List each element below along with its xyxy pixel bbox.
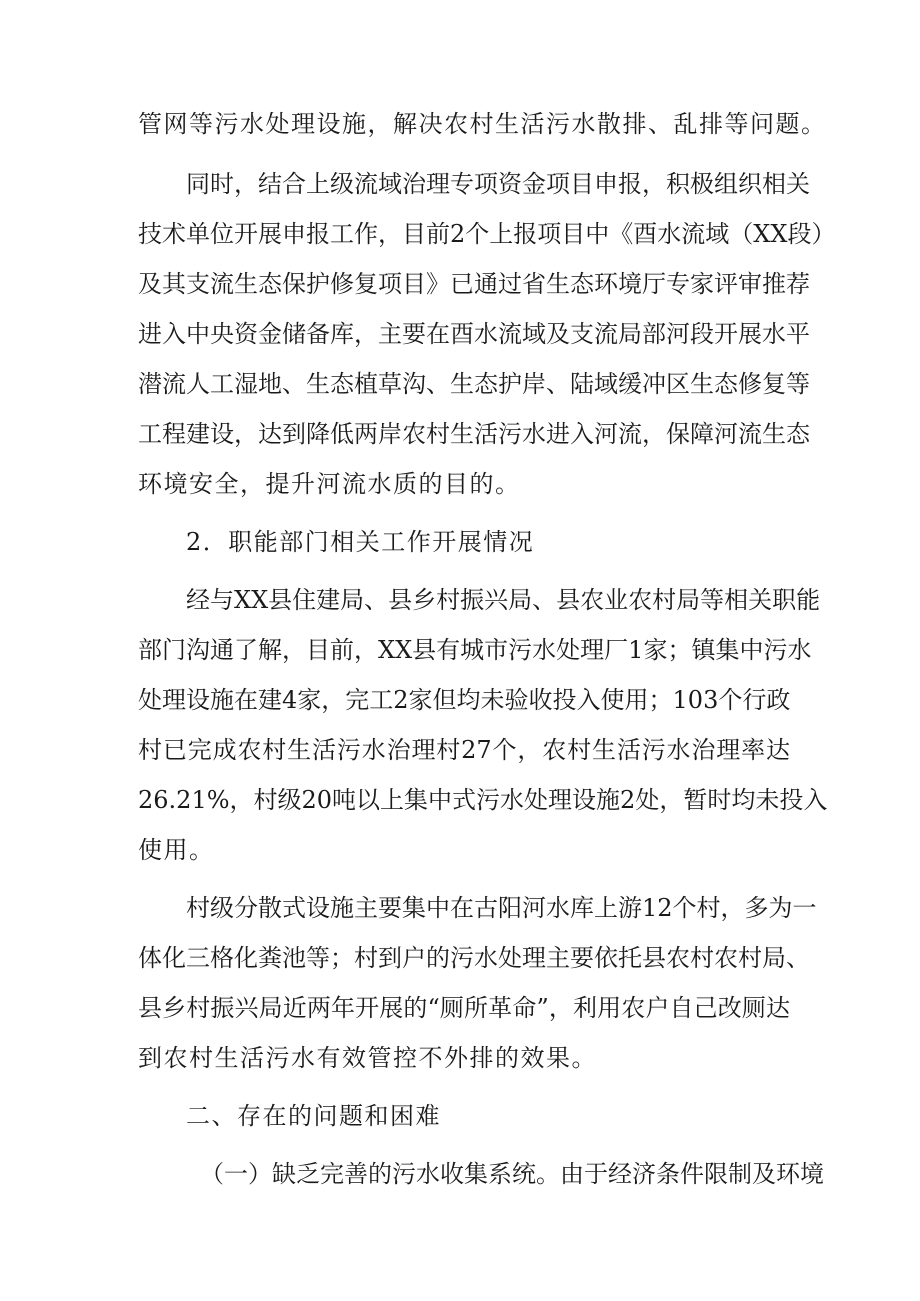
paragraph-line: 潜流人工湿地、生态植草沟、生态护岸、陆域缓冲区生态修复等 [138,370,810,398]
paragraph-line: 管网等污水处理设施，解决农村生活污水散排、乱排等问题。 [138,110,827,138]
section-heading: 二、存在的问题和困难 [186,1102,441,1130]
paragraph-line: 体化三格化粪池等；村到户的污水处理主要依托县农村农村局、 [138,944,810,972]
paragraph-line: 环境安全，提升河流水质的目的。 [138,470,521,498]
paragraph-line: 到农村生活污水有效管控不外排的效果。 [138,1044,597,1072]
paragraph-line: 技术单位开展申报工作，目前2个上报项目中《酉水流域（XX段） [138,220,836,248]
paragraph-line: 及其支流生态保护修复项目》已通过省生态环境厅专家评审推荐 [138,270,810,298]
paragraph-line: 同时，结合上级流域治理专项资金项目申报，积极组织相关 [186,170,810,198]
paragraph-line: 进入中央资金储备库，主要在酉水流域及支流局部河段开展水平 [138,320,810,348]
paragraph-line: 部门沟通了解，目前，XX县有城市污水处理厂1家；镇集中污水 [138,636,812,664]
paragraph-line: 村级分散式设施主要集中在古阳河水库上游12个村，多为一 [186,894,817,922]
paragraph-line: 村已完成农村生活污水治理村27个，农村生活污水治理率达 [138,736,790,764]
paragraph-line: 经与XX县住建局、县乡村振兴局、县农业农村局等相关职能 [186,586,821,614]
paragraph-line: 26.21%，村级20吨以上集中式污水处理设施2处，暂时均未投入 [138,786,828,814]
paragraph-line: 处理设施在建4家，完工2家但均未验收投入使用；103个行政 [138,686,791,714]
paragraph-line: （一）缺乏完善的污水收集系统。由于经济条件限制及环境 [200,1160,824,1188]
paragraph-line: 县乡村振兴局近两年开展的“厕所革命”，利用农户自己改厕达 [138,994,790,1022]
paragraph-line: 使用。 [138,836,215,864]
section-heading: 2．职能部门相关工作开展情况 [186,528,535,556]
paragraph-line: 工程建设，达到降低两岸农村生活污水进入河流，保障河流生态 [138,420,810,448]
